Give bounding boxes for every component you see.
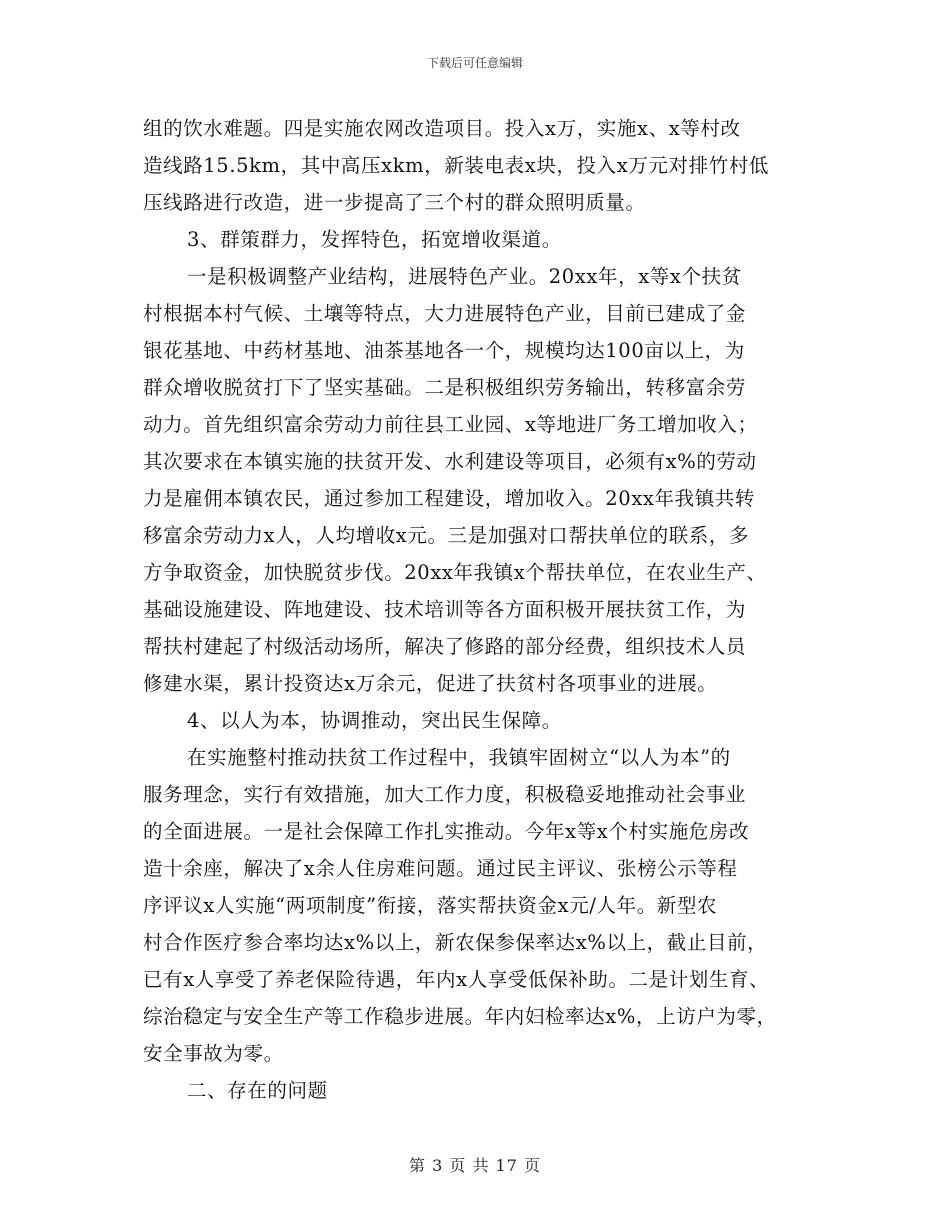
text-line: 的全面进展。一是社会保障工作扎实推动。今年x等x个村实施危房改: [143, 820, 750, 843]
text-line: 组的饮水难题。四是实施农网改造项目。投入x万，实施x、x等村改: [143, 117, 741, 140]
text-line: 移富余劳动力x人，人均增收x元。三是加强对口帮扶单位的联系，多: [143, 524, 750, 547]
section-heading: 4、以人为本，协调推动，突出民生保障。: [187, 709, 562, 732]
section-heading: 3、群策群力，发挥特色，拓宽增收渠道。: [187, 228, 562, 251]
text-line: 银花基地、中药材基地、油茶基地各一个，规模均达100亩以上，为: [143, 339, 745, 362]
text-line: 修建水渠，累计投资达x万余元，促进了扶贫村各项事业的进展。: [143, 672, 718, 695]
page-header: 下载后可任意编辑: [426, 56, 523, 70]
text-line: 已有x人享受了养老保险待遇，年内x人享受低保补助。二是计划生育、: [143, 968, 770, 991]
text-line: 其次要求在本镇实施的扶贫开发、水利建设等项目，必须有x%的劳动: [143, 450, 757, 473]
text-line: 村合作医疗参合率均达x%以上，新农保参保率达x%以上，截止目前，: [143, 931, 768, 954]
text-line: 序评议x人实施“两项制度”衔接，落实帮扶资金x元/人年。新型农: [143, 894, 718, 917]
text-line: 造十余座，解决了x余人住房难问题。通过民主评议、张榜公示等程: [143, 857, 738, 880]
text-line: 安全事故为零。: [143, 1042, 284, 1065]
page-number: 第 3 页 共 17 页: [409, 1156, 541, 1175]
text-line: 压线路进行改造，进一步提高了三个村的群众照明质量。: [143, 191, 646, 214]
text-line: 服务理念，实行有效措施，加大工作力度，积极稳妥地推动社会事业: [143, 783, 747, 806]
text-line: 方争取资金，加快脱贫步伐。20xx年我镇x个帮扶单位，在农业生产、: [143, 561, 767, 584]
text-line: 力是雇佣本镇农民，通过参加工程建设，增加收入。20xx年我镇共转: [143, 487, 756, 510]
text-line: 帮扶村建起了村级活动场所，解决了修路的部分经费，组织技术人员: [143, 635, 747, 658]
text-line: 综治稳定与安全生产等工作稳步进展。年内妇检率达x%，上访户为零，: [143, 1005, 777, 1028]
text-line: 一是积极调整产业结构，进展特色产业。20xx年，x等x个扶贫: [187, 265, 742, 288]
text-line: 造线路15.5km，其中高压xkm，新装电表x块，投入x万元对排竹村低: [143, 154, 770, 177]
section-heading: 二、存在的问题: [187, 1079, 328, 1102]
text-line: 基础设施建设、阵地建设、技术培训等各方面积极开展扶贫工作，为: [143, 598, 747, 621]
text-line: 动力。首先组织富余劳动力前往县工业园、x等地进厂务工增加收入；: [143, 413, 758, 436]
text-line: 村根据本村气候、土壤等特点，大力进展特色产业，目前已建成了金: [143, 302, 747, 325]
document-body: [143, 110, 823, 1109]
text-line: 群众增收脱贫打下了坚实基础。二是积极组织劳务输出，转移富余劳: [143, 376, 747, 399]
text-line: 在实施整村推动扶贫工作过程中，我镇牢固树立“以人为本”的: [187, 746, 731, 769]
